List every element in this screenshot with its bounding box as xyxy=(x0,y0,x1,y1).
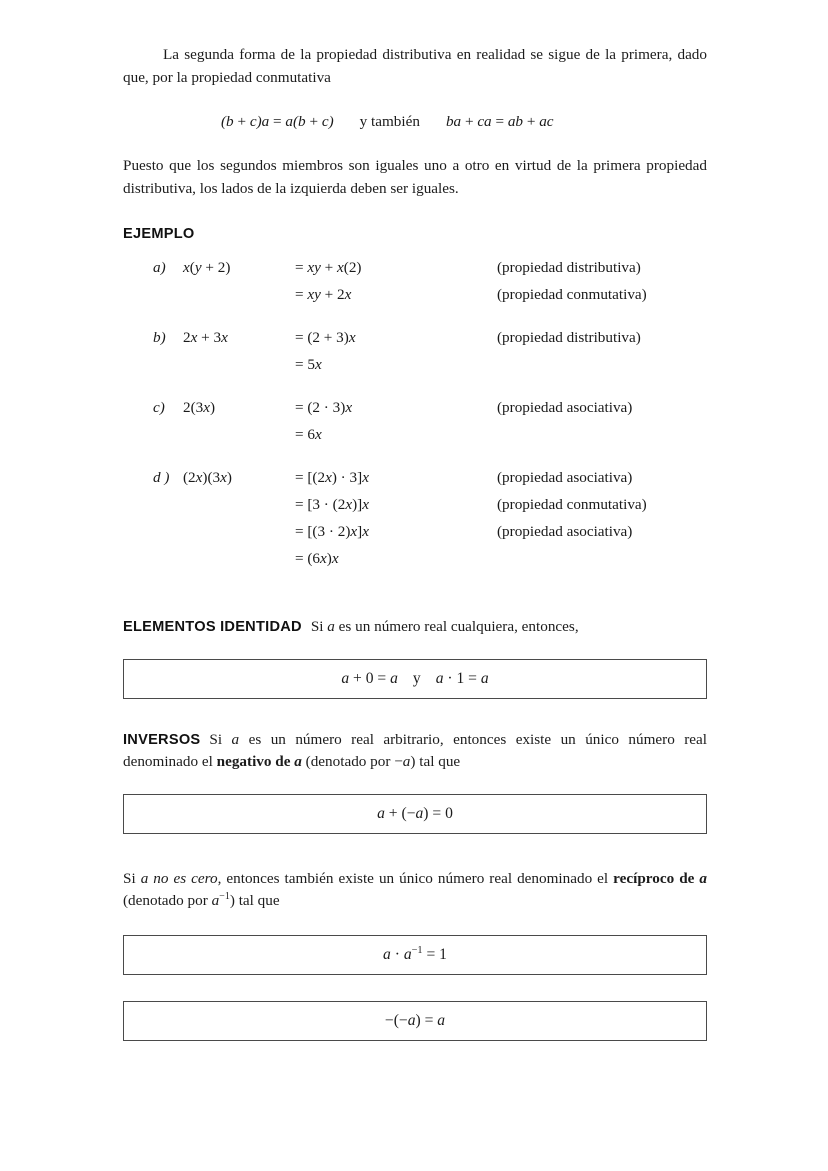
inverses-heading: INVERSOS xyxy=(123,731,201,748)
table-row xyxy=(153,464,647,491)
example-property: (propiedad distributiva) xyxy=(497,329,641,346)
example-label xyxy=(153,491,183,518)
example-property xyxy=(495,545,647,572)
example-lhs: 2(3x) xyxy=(183,399,216,416)
inverses-formula-box xyxy=(123,794,707,834)
example-lhs xyxy=(183,281,295,308)
table-row xyxy=(153,421,647,448)
example-label xyxy=(153,545,183,572)
example-lhs: 2x + 3x xyxy=(183,329,228,346)
page-content xyxy=(123,44,707,1041)
example-label xyxy=(153,351,183,378)
reciprocal-formula: $a \cdot a^{-1} = 1$ xyxy=(383,944,447,963)
row-spacer xyxy=(153,308,647,324)
intro-paragraph: La segunda forma de la propiedad distributiva en realidad se sigue de la primera, dado que, por la propiedad conmutativa xyxy=(123,46,707,86)
example-label xyxy=(153,421,183,448)
example-rhs: = 6x xyxy=(295,426,322,443)
table-row xyxy=(153,254,647,281)
example-rhs: = [(2x) · 3]x xyxy=(295,469,369,486)
example-label: a) xyxy=(153,259,166,276)
example-property: (propiedad conmutativa) xyxy=(497,286,647,303)
example-property: (propiedad asociativa) xyxy=(497,399,633,416)
display-equation xyxy=(123,111,707,133)
example-table xyxy=(153,254,647,572)
example-heading: EJEMPLO xyxy=(123,226,195,242)
table-row xyxy=(153,545,647,572)
example-lhs xyxy=(183,491,295,518)
inverses-text: Si a es un número real arbitrario, entonces existe un único número real denominado el negativo de a (denotado por −a) tal que xyxy=(123,730,707,770)
table-row xyxy=(153,394,647,421)
example-rhs: = (2 + 3)x xyxy=(295,329,356,346)
second-paragraph: Puesto que los segundos miembros son iguales uno a otro en virtud de la primera propiedad distributiva, los lados de la izquierda deben ser iguales. xyxy=(123,157,707,197)
example-label: b) xyxy=(153,329,166,346)
reciprocal-paragraph: Si a no es cero, entonces también existe un único número real denominado el recíproco de a (denotado por $a^{-1}$) tal que xyxy=(123,869,707,909)
inverses-formula: a + (−a) = 0 xyxy=(377,804,453,822)
example-lhs xyxy=(183,421,295,448)
table-row xyxy=(153,351,647,378)
reciprocal-formula-box xyxy=(123,935,707,975)
example-lhs xyxy=(183,351,295,378)
example-rhs: = 5x xyxy=(295,356,322,373)
equation-left: (b + c)a = a(b + c) xyxy=(221,113,334,130)
example-property: (propiedad conmutativa) xyxy=(497,496,647,513)
example-rhs: = xy + 2x xyxy=(295,286,352,303)
identity-heading-line xyxy=(123,616,707,639)
example-property: (propiedad distributiva) xyxy=(497,259,641,276)
example-label: d ) xyxy=(153,469,170,486)
row-spacer xyxy=(153,378,647,394)
example-property: (propiedad asociativa) xyxy=(497,469,633,486)
example-rhs: = xy + x(2) xyxy=(295,259,362,276)
table-row xyxy=(153,324,647,351)
example-label xyxy=(153,518,183,545)
table-row xyxy=(153,491,647,518)
negation-formula: −(−a) = a xyxy=(384,1011,446,1029)
row-spacer xyxy=(153,448,647,464)
example-lhs xyxy=(183,545,295,572)
example-label: c) xyxy=(153,399,165,416)
example-lhs: (2x)(3x) xyxy=(183,469,232,486)
example-property: (propiedad asociativa) xyxy=(497,523,633,540)
inverses-heading-line xyxy=(123,729,707,774)
identity-text: Si a es un número real cualquiera, entonces, xyxy=(310,618,579,635)
example-property xyxy=(495,421,647,448)
example-rhs: = [(3 · 2)x]x xyxy=(295,523,369,540)
identity-formula: a + 0 = a y a · 1 = a xyxy=(341,669,489,687)
negation-formula-box xyxy=(123,1001,707,1041)
example-lhs xyxy=(183,518,295,545)
identity-heading: ELEMENTOS IDENTIDAD xyxy=(123,619,302,635)
formula-separator: y xyxy=(412,669,421,687)
identity-formula-box xyxy=(123,659,707,699)
example-rhs: = (6x)x xyxy=(295,550,339,567)
example-lhs: x(y + 2) xyxy=(183,259,231,276)
example-property xyxy=(495,351,647,378)
example-rhs: = (2 · 3)x xyxy=(295,399,353,416)
example-label xyxy=(153,281,183,308)
equation-right: ba + ca = ab + ac xyxy=(445,113,554,130)
table-row xyxy=(153,281,647,308)
example-rhs: = [3 · (2x)]x xyxy=(295,496,369,513)
equation-conjunction: y también xyxy=(359,113,420,130)
table-row xyxy=(153,518,647,545)
